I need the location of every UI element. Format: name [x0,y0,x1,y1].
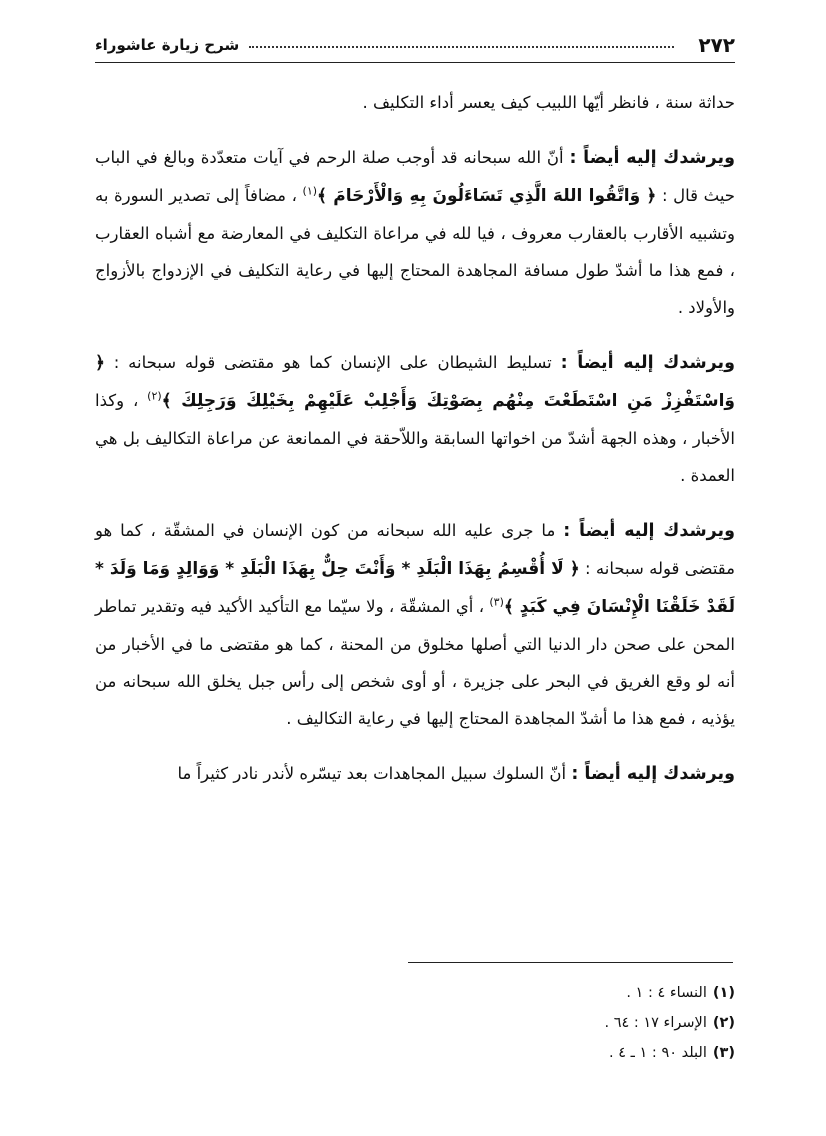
dotted-leader [249,46,674,48]
page-body [95,84,735,811]
paragraph-lead: ويرشدك إليه أيضاً : [571,764,735,784]
footnote-ref: (٢) [147,389,162,403]
footnote-number: (٣) [712,1045,735,1061]
footnotes [95,978,735,1068]
running-title: شرح زيارة عاشوراء [95,36,240,54]
paragraph-text: ، مضافاً إلى تصدير السورة به وتشبيه الأقارب بالعقارب معروف ، فيا لله في مراعاة التكليف في المعارضة مع أشباه العقارب ، فمع هذا ما أشدّ طول مسافة المجاهدة المحتاج إليها في رعاية التكليف في الإزدواج بالأزواج والأولاد . [95,186,735,317]
quran-verse: ﴿ وَاتَّقُوا اللهَ الَّذِي تَسَاءَلُونَ بِهِ وَالْأَرْحَامَ ﴾ [317,186,657,206]
footnote-text: النساء ٤ : ١ . [626,985,707,1001]
paragraph-text: تسليط الشيطان على الإنسان كما هو مقتضى قوله سبحانه : [104,353,561,372]
paragraph-1 [95,139,735,326]
paragraph-text: ، وكذا الأخبار ، وهذه الجهة أشدّ من اخواتها السابقة واللاّحقة في الممانعة عن مراعاة التكاليف بل هي العمدة . [95,391,735,485]
footnote-item [95,978,735,1008]
paragraph-text: أنّ الله سبحانه قد أوجب صلة الرحم في آيات متعدّدة وبالغ في الباب حيث قال : [95,148,736,205]
paragraph-4 [95,755,735,793]
footnote-ref: (١) [302,184,318,198]
paragraph-2 [95,344,735,494]
paragraph-lead: ويرشدك إليه أيضاً : [560,353,735,373]
footnote-divider [408,962,733,963]
footnote-item [95,1038,735,1068]
footnote-number: (٢) [712,1015,735,1031]
footnote-number: (١) [712,985,735,1001]
footnote-ref: (٣) [489,595,504,609]
paragraph-0 [95,84,735,121]
paragraph-3 [95,512,735,737]
paragraph-text: ما جرى عليه الله سبحانه من كون الإنسان في المشقّة ، كما هو مقتضى قوله سبحانه : [95,521,735,578]
page-number: ٢٧٢ [698,33,735,57]
page-header [95,28,735,63]
paragraph-text: أنّ السلوك سبيل المجاهدات بعد تيسّره لأندر نادر كثيراً ما [177,764,572,783]
paragraph-lead: ويرشدك إليه أيضاً : [569,148,735,168]
footnote-item [95,1008,735,1038]
footnote-text: الإسراء ١٧ : ٦٤ . [604,1015,707,1031]
quran-verse: ﴿ لَا أُقْسِمُ بِهَذَا الْبَلَدِ * وَأَنْتَ حِلٌّ بِهَذَا الْبَلَدِ * وَوَالِدٍ وَمَا وَلَدَ * لَقَدْ خَلَقْنَا الْإِنْسَانَ فِي كَبَدٍ ﴾ [95,559,735,617]
paragraph-text: ، أي المشقّة ، ولا سيّما مع التأكيد الأكيد فيه وتقدير تماطر المحن على صحن دار الدنيا التي أصلها مخلوق من المحنة ، كما هو مقتضى ما في الأخبار من أنه لو وقع الغريق في البحر على جزيرة ، أو أوى شخص إلى رأس جبل يخلق الله سبحانه من يؤذيه ، فمع هذا ما أشدّ المجاهدة المحتاج إليها في رعاية التكاليف . [95,597,735,728]
footnote-text: البلد ٩٠ : ١ ـ ٤ . [609,1045,707,1061]
paragraph-text: حداثة سنة ، فانظر أيّها اللبيب كيف يعسر أداء التكليف . [362,93,735,112]
quran-verse: ﴿ وَاسْتَفْزِزْ مَنِ اسْتَطَعْتَ مِنْهُم بِصَوْتِكَ وَأَجْلِبْ عَلَيْهِمْ بِخَيْلِكَ وَرَجِلِكَ ﴾ [95,353,735,411]
paragraph-lead: ويرشدك إليه أيضاً : [563,521,735,541]
